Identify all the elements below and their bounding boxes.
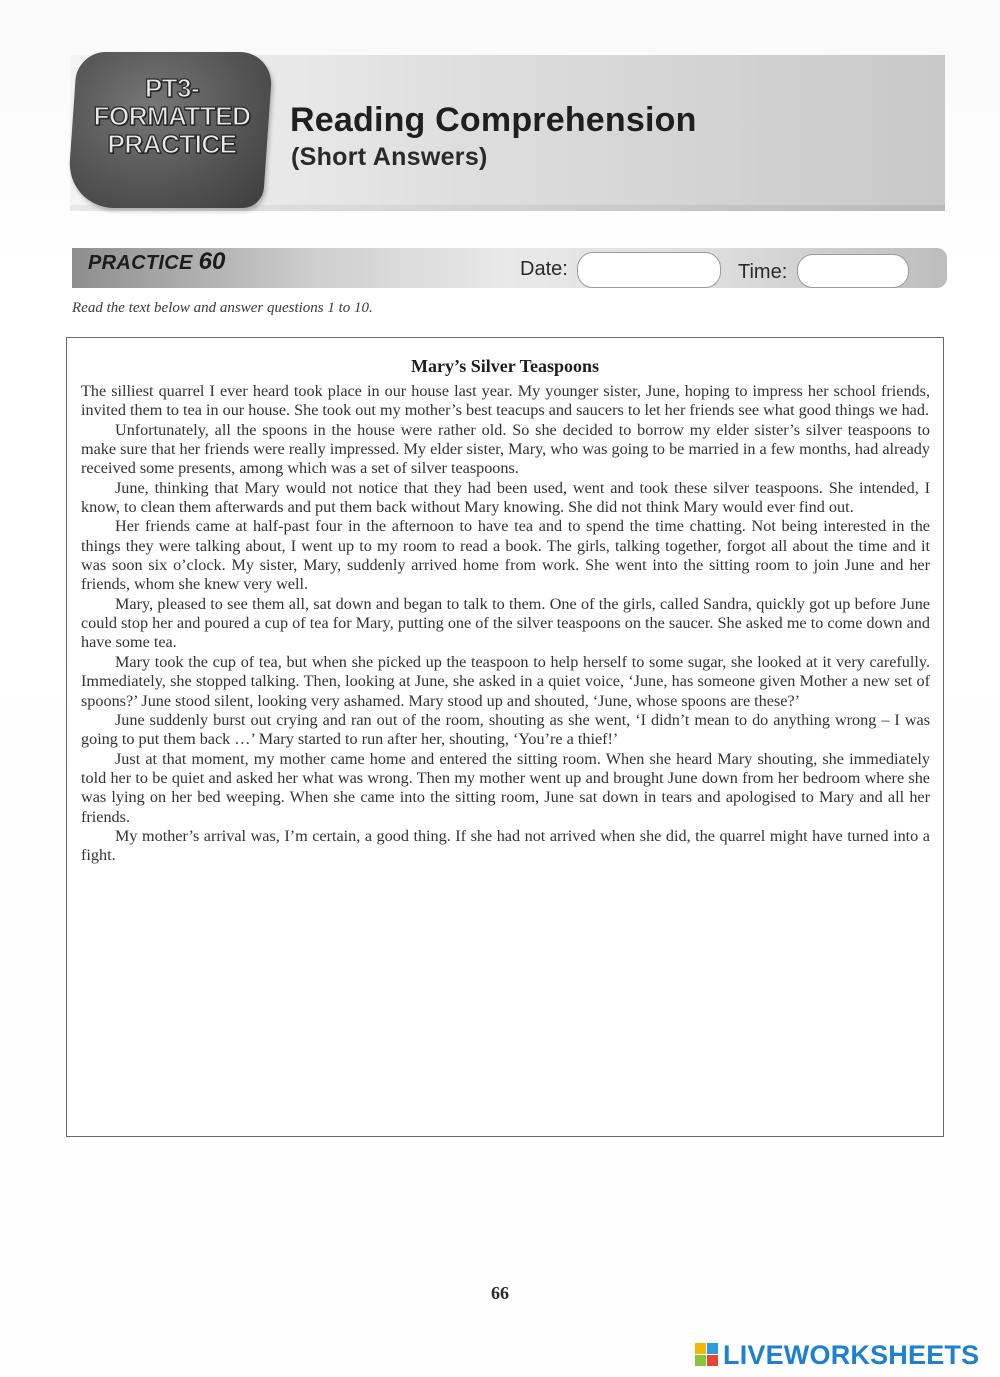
passage-paragraph: June suddenly burst out crying and ran out of the room, shouting as she went, ‘I didn’t mean to do anything wrong – I was going to put them back …’ Mary started to run after her, shouting, ‘You’re a thief!’ bbox=[81, 710, 930, 749]
passage-title: Mary’s Silver Teaspoons bbox=[410, 356, 600, 376]
passage-paragraph: My mother’s arrival was, I’m certain, a good thing. If she had not arrived when she did, the quarrel might have turned into a fight. bbox=[81, 826, 930, 865]
passage-paragraph: Just at that moment, my mother came home and entered the sitting room. When she heard Mary shouting, she immediately told her to be quiet and asked her what was wrong. Then my mother went up and brought June down from her bedroom where she was lying on her bed weeping. When she came into the sitting room, June sat down in tears and apologised to Mary and all her friends. bbox=[81, 749, 930, 826]
date-field[interactable] bbox=[577, 252, 721, 288]
logo-squares-icon bbox=[695, 1343, 719, 1367]
practice-heading bbox=[88, 248, 225, 276]
practice-tab-label bbox=[82, 74, 262, 158]
passage-body bbox=[81, 382, 930, 866]
page-title: Reading Comprehension bbox=[290, 101, 697, 139]
tab-line: PRACTICE bbox=[107, 129, 237, 159]
passage-paragraph: Mary, pleased to see them all, sat down and began to talk to them. One of the girls, called Sandra, quickly got up before June could stop her and poured a cup of tea for Mary, putting one of the silver teaspoons on the saucer. She asked me to come down and have some tea. bbox=[81, 594, 930, 652]
instruction-text: Read the text below and answer questions 1 to 10. bbox=[72, 300, 373, 316]
tab-line: FORMATTED bbox=[93, 101, 251, 131]
passage-paragraph: Mary took the cup of tea, but when she picked up the teaspoon to help herself to some sugar, she looked at it very carefully. Immediately, she stopped talking. Then, looking at June, she asked in a quiet voice, ‘June, has someone given Mother a new set of spoons?’ June stood silent, looking very ashamed. Mary stood up and shouted, ‘June, whose spoons are these?’ bbox=[81, 652, 930, 710]
logo-text: LIVEWORKSHEETS bbox=[723, 1339, 980, 1370]
liveworksheets-logo bbox=[695, 1340, 979, 1370]
page-subtitle: (Short Answers) bbox=[291, 143, 488, 171]
passage-paragraph: June, thinking that Mary would not notice that they had been used, went and took these silver teaspoons. She intended, I know, to clean them afterwards and put them back without Mary knowing. She did not think Mary would ever find out. bbox=[81, 478, 930, 517]
practice-label: PRACTICE bbox=[88, 252, 193, 274]
date-label: Date: bbox=[520, 258, 568, 280]
tab-line: PT3- bbox=[144, 73, 200, 103]
practice-number: 60 bbox=[198, 248, 226, 275]
page-number: 66 bbox=[491, 1283, 509, 1303]
reading-passage-box bbox=[66, 337, 944, 1137]
passage-paragraph: Her friends came at half-past four in the afternoon to have tea and to spend the time chatting. Not being interested in the things they were talking about, I went up to my room to read a book. The girls, talking together, forgot all about the time and it was soon six o’clock. My sister, Mary, suddenly arrived home from work. She went into the sitting room to join June and her friends, whom she knew very well. bbox=[81, 517, 930, 594]
passage-paragraph: Unfortunately, all the spoons in the house were rather old. So she decided to borrow my elder sister’s silver teaspoons to make sure that her friends were really impressed. My elder sister, Mary, who was going to be married in a few months, had already received some presents, among which was a set of silver teaspoons. bbox=[81, 420, 930, 478]
passage-paragraph: The silliest quarrel I ever heard took place in our house last year. My younger sister, June, hoping to impress her school friends, invited them to tea in our house. She took out my mother’s best teacups and saucers to let her friends see what good things we had. bbox=[81, 382, 930, 420]
time-field[interactable] bbox=[797, 254, 909, 288]
time-label: Time: bbox=[738, 261, 788, 283]
